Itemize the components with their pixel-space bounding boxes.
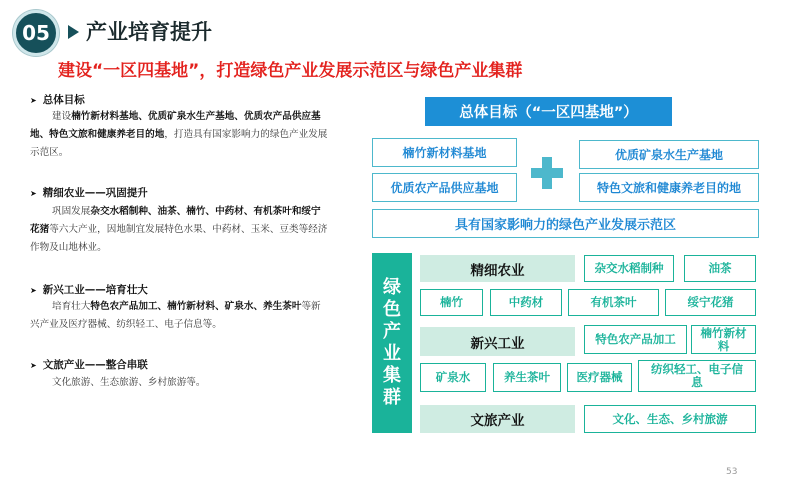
arrow-right-icon: ➤ — [30, 286, 37, 295]
cluster-label-bar: 绿色产业集群 — [372, 253, 412, 433]
arrow-right-icon: ➤ — [30, 96, 37, 105]
item-tourism-types: 文化、生态、乡村旅游 — [584, 405, 756, 433]
item-herbs: 中药材 — [490, 289, 562, 316]
overall-goal-text — [30, 108, 330, 162]
item-suining-pig: 绥宁花猪 — [665, 289, 756, 316]
arrow-right-icon: ➤ — [30, 189, 37, 198]
category-fine-agriculture: 精细农业 — [420, 255, 575, 282]
paragraph-run: 等六大产业，因地制宜发展特色水果、中药材、玉米、豆类等经济作物及山地林业。 — [30, 224, 328, 253]
paragraph-run: 特色农产品加工、楠竹新材料、矿泉水、养生茶叶 — [90, 301, 302, 312]
item-bamboo-material: 楠竹新材料 — [691, 325, 756, 354]
page-title: 产业培育提升 — [86, 20, 212, 44]
paragraph-run: 培育壮大 — [52, 301, 91, 312]
base-box-bamboo: 楠竹新材料基地 — [372, 138, 517, 167]
item-agri-processing: 特色农产品加工 — [584, 325, 687, 354]
fine-agriculture-text — [30, 203, 330, 257]
item-organic-tea: 有机茶叶 — [568, 289, 659, 316]
paragraph-run: 建设 — [52, 111, 72, 122]
heading-tourism: ➤ 文旅产业——整合串联 — [30, 359, 148, 371]
paragraph-run: ，打造具有国家影响力的绿色产业发展示范区。 — [30, 129, 328, 158]
category-tourism: 文旅产业 — [420, 405, 575, 433]
tourism-text — [30, 374, 330, 392]
base-box-tourism-health: 特色文旅和健康养老目的地 — [579, 173, 759, 202]
item-textile-electronics: 纺织轻工、电子信息 — [638, 360, 756, 392]
base-box-agri-products: 优质农产品供应基地 — [372, 173, 517, 202]
new-industry-text — [30, 298, 330, 334]
page-subtitle: 建设“一区四基地”，打造绿色产业发展示范区与绿色产业集群 — [58, 61, 523, 81]
heading-fine-agriculture: ➤ 精细农业——巩固提升 — [30, 187, 148, 199]
paragraph-run: 等新兴产业及医疗器械、纺织轻工、电子信息等。 — [30, 301, 321, 330]
heading-new-industry: ➤ 新兴工业——培育壮大 — [30, 284, 148, 296]
demo-zone-box: 具有国家影响力的绿色产业发展示范区 — [372, 209, 759, 238]
paragraph-run: 巩固发展 — [52, 206, 91, 217]
play-triangle-icon — [68, 25, 79, 39]
goal-title-banner: 总体目标（“一区四基地”） — [425, 97, 672, 126]
paragraph-run: 楠竹新材料基地、优质矿泉水生产基地、优质农产品供应基地、特色文旅和健康养老目的地 — [30, 111, 321, 140]
item-tea-oil: 油茶 — [684, 255, 756, 282]
item-bamboo: 楠竹 — [420, 289, 483, 316]
plus-icon-bar — [531, 168, 563, 178]
base-box-mineral-water: 优质矿泉水生产基地 — [579, 140, 759, 169]
heading-overall-goal: ➤ 总体目标 — [30, 94, 85, 106]
item-health-tea: 养生茶叶 — [493, 363, 561, 392]
arrow-right-icon: ➤ — [30, 361, 37, 370]
category-new-industry: 新兴工业 — [420, 327, 575, 356]
paragraph-run: 杂交水稻制种、油茶、楠竹、中药材、有机茶叶和绥宁花猪 — [30, 206, 321, 235]
section-number-badge: 05 — [13, 10, 59, 56]
item-mineral-water: 矿泉水 — [420, 363, 486, 392]
item-medical-devices: 医疗器械 — [567, 363, 632, 392]
item-rice-seed: 杂交水稻制种 — [584, 255, 674, 282]
page-number: 53 — [726, 467, 738, 477]
paragraph-run: 文化旅游、生态旅游、乡村旅游等。 — [52, 377, 206, 388]
